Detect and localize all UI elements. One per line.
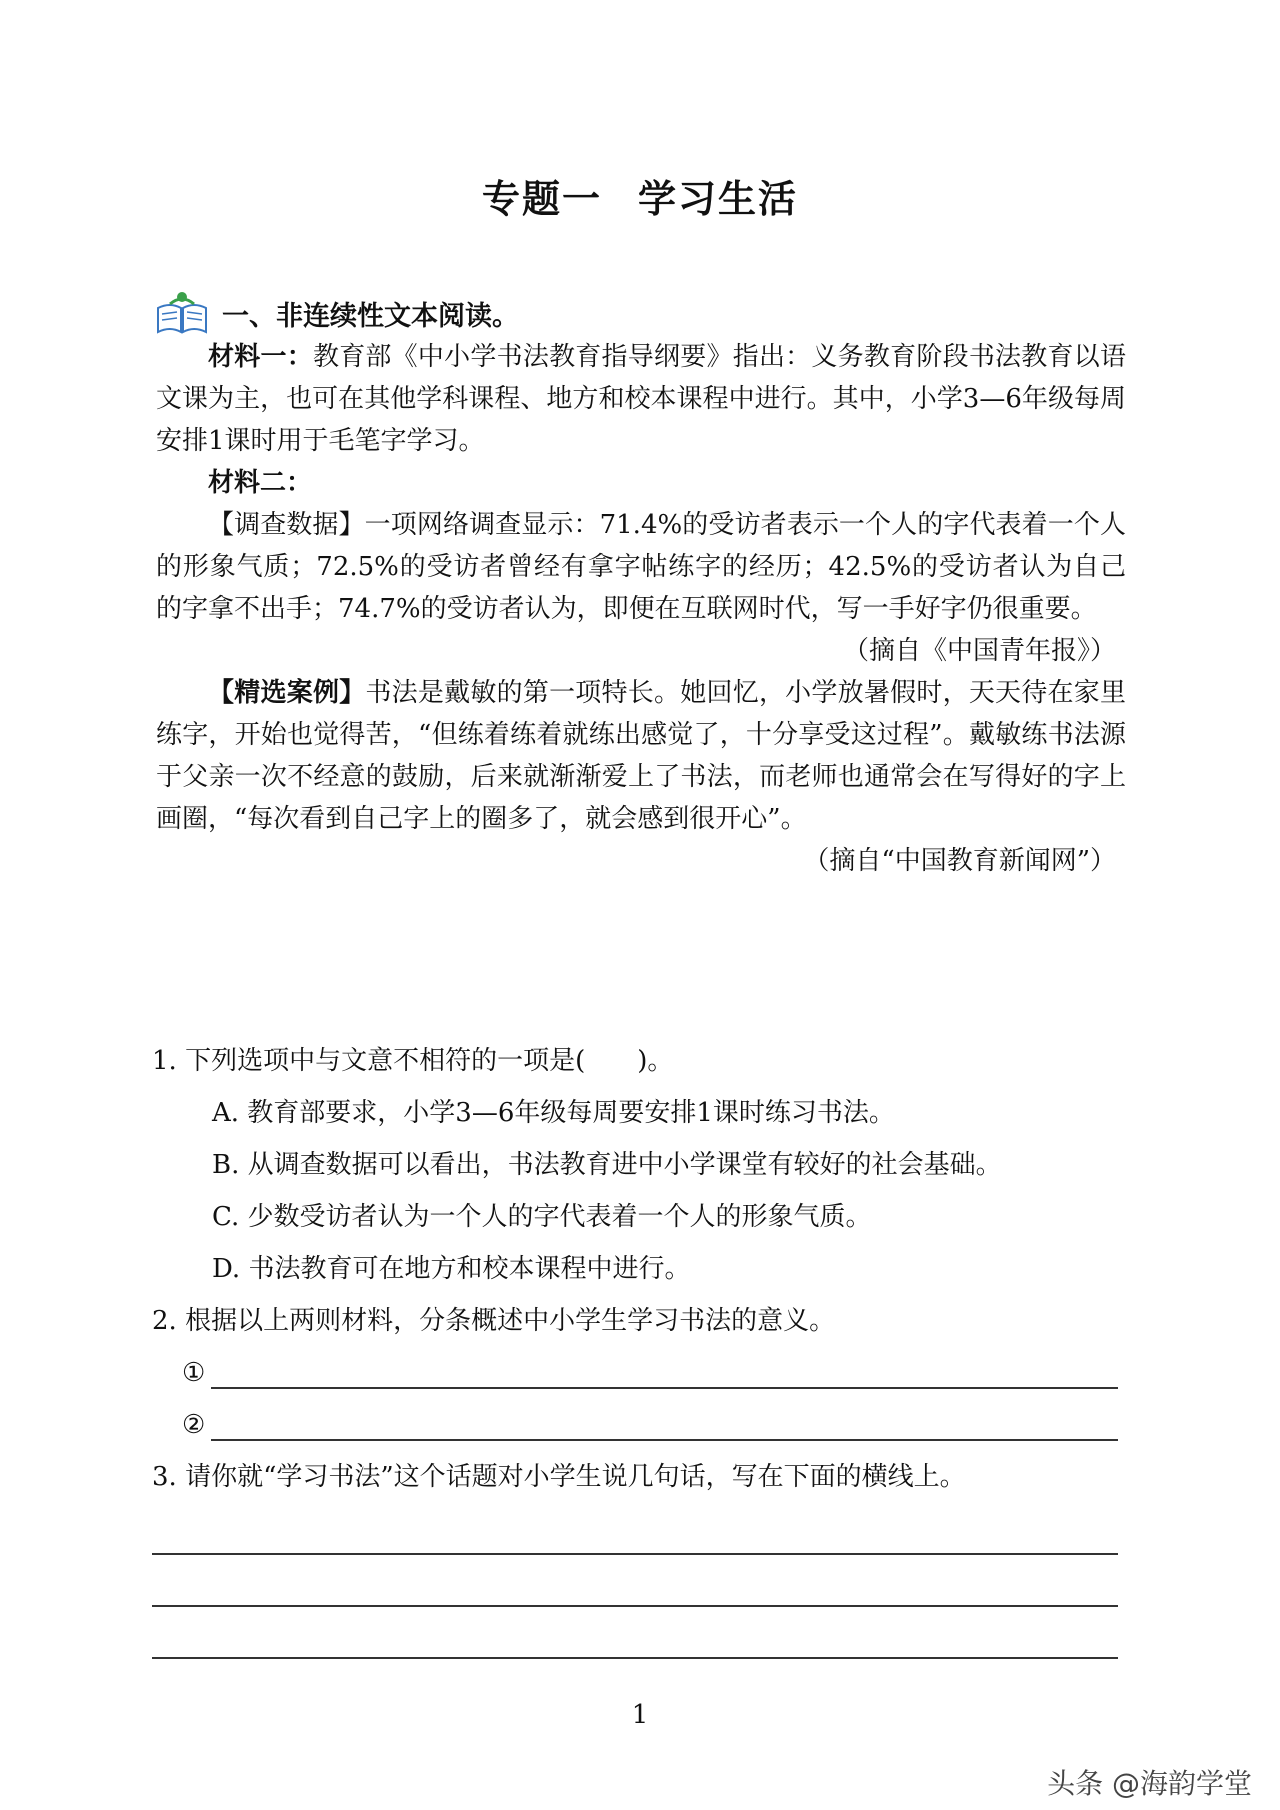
page-title bbox=[0, 168, 1280, 223]
section-heading bbox=[152, 290, 519, 336]
material-1 bbox=[156, 336, 1126, 462]
question-2: 2. 根据以上两则材料，分条概述中小学生学习书法的意义。 bbox=[152, 1306, 836, 1336]
answer-line-1[interactable] bbox=[211, 1387, 1118, 1389]
survey-text: 一项网络调查显示：71.4%的受访者表示一个人的字代表着一个人的形象气质；72.5%的受访者曾经有拿字帖练字的经历；42.5%的受访者认为自己的字拿不出手；74.7%的受访者认为，即便在互联网时代，写一手好字仍很重要。 bbox=[156, 510, 1126, 624]
answer-line-2[interactable] bbox=[211, 1439, 1118, 1441]
material-1-label: 材料一： bbox=[208, 342, 313, 372]
writing-line-3[interactable] bbox=[152, 1607, 1118, 1659]
title-part-1: 专题一 bbox=[481, 177, 602, 221]
answer-mark-2: ② bbox=[182, 1410, 206, 1440]
survey-source: （摘自《中国青年报》） bbox=[842, 636, 1116, 666]
page-number: 1 bbox=[631, 1700, 649, 1730]
option-d: D. 书法教育可在地方和校本课程中进行。 bbox=[212, 1254, 691, 1284]
material-2 bbox=[156, 462, 1126, 882]
option-b: B. 从调查数据可以看出，书法教育进中小学课堂有较好的社会基础。 bbox=[212, 1150, 1002, 1180]
answer-row-2 bbox=[152, 1399, 1132, 1451]
questions bbox=[152, 1035, 1132, 1659]
answer-row-1 bbox=[152, 1347, 1132, 1399]
title-part-2: 学习生活 bbox=[638, 177, 799, 221]
option-c: C. 少数受访者认为一个人的字代表着一个人的形象气质。 bbox=[212, 1202, 872, 1232]
writing-line-1[interactable] bbox=[152, 1503, 1118, 1555]
survey-paragraph bbox=[156, 504, 1126, 630]
material-1-text: 教育部《中小学书法教育指导纲要》指出：义务教育阶段书法教育以语文课为主，也可在其他学科课程、地方和校本课程中进行。其中，小学3—6年级每周安排1课时用于毛笔字学习。 bbox=[156, 342, 1126, 456]
question-3: 3. 请你就“学习书法”这个话题对小学生说几句话，写在下面的横线上。 bbox=[152, 1462, 966, 1492]
material-2-label: 材料二： bbox=[208, 468, 313, 498]
question-1: 1. 下列选项中与文意不相符的一项是( )。 bbox=[152, 1046, 674, 1076]
material-1-paragraph bbox=[156, 336, 1126, 462]
book-reading-icon bbox=[152, 290, 212, 336]
case-source: （摘自“中国教育新闻网”） bbox=[803, 846, 1116, 876]
section-title: 一、非连续性文本阅读。 bbox=[222, 300, 519, 332]
writing-line-2[interactable] bbox=[152, 1555, 1118, 1607]
watermark: 头条 @海韵学堂 bbox=[1047, 1767, 1252, 1800]
option-a: A. 教育部要求，小学3—6年级每周要安排1课时练习书法。 bbox=[212, 1098, 895, 1128]
case-text: 书法是戴敏的第一项特长。她回忆，小学放暑假时，天天待在家里练字，开始也觉得苦，“但练着练着就练出感觉了，十分享受这过程”。戴敏练书法源于父亲一次不经意的鼓励，后来就渐渐爱上了书法，而老师也通常会在写得好的字上画圈，“每次看到自己字上的圈多了，就会感到很开心”。 bbox=[156, 678, 1126, 834]
case-label: 【精选案例】 bbox=[208, 678, 366, 708]
survey-label: 【调查数据】 bbox=[208, 510, 365, 540]
case-paragraph bbox=[156, 672, 1126, 840]
answer-mark-1: ① bbox=[182, 1358, 206, 1388]
